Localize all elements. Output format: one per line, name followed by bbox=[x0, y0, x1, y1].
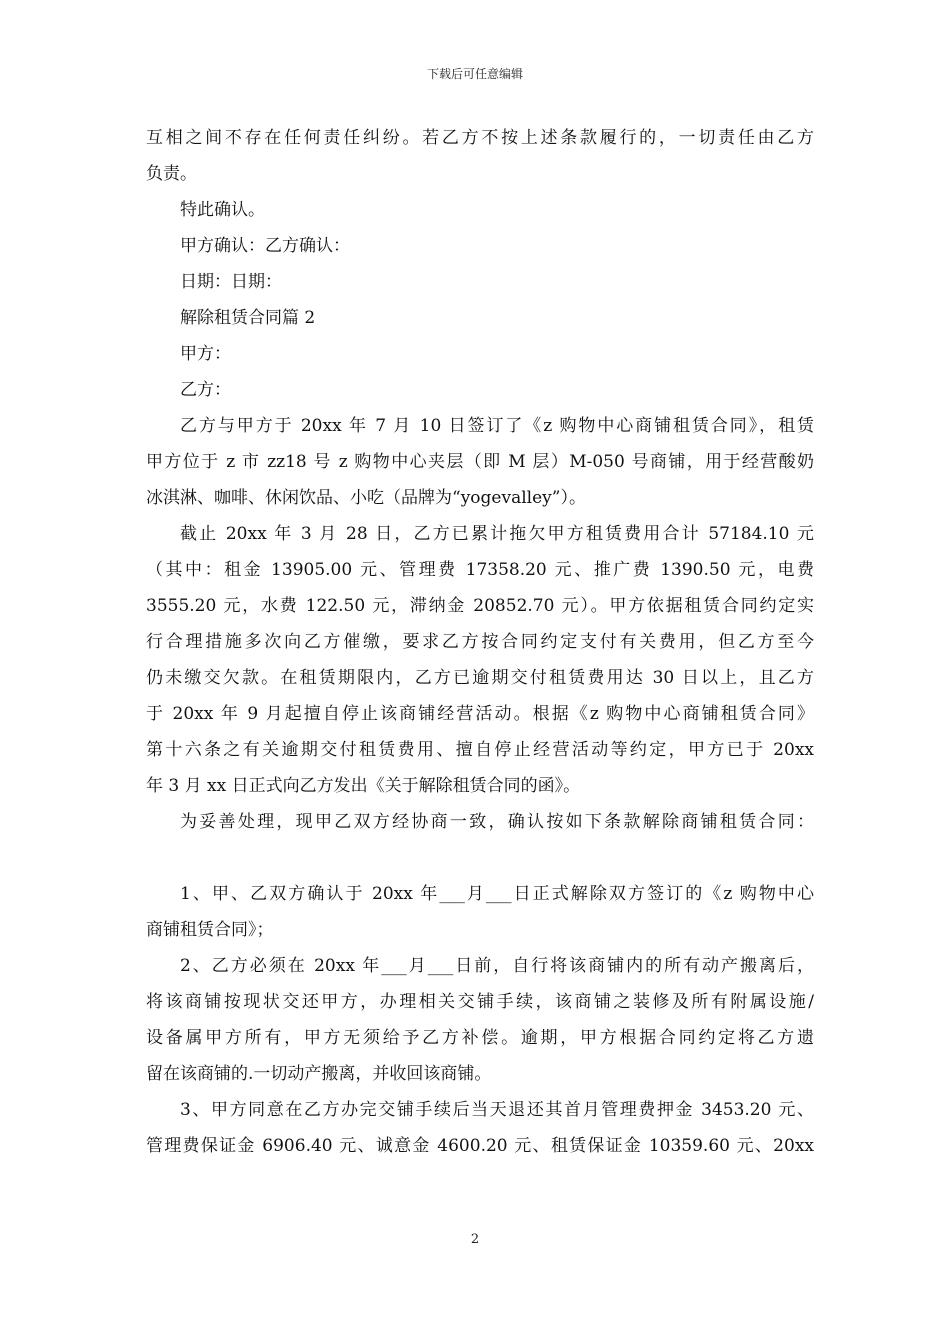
text-line: 解除租赁合同篇 2 bbox=[180, 308, 316, 328]
text-line: 留在该商铺的.一切动产搬离，并收回该商铺。 bbox=[146, 1064, 492, 1084]
text-line: 互相之间不存在任何责任纠纷。若乙方不按上述条款履行的，一切责任由乙方 bbox=[146, 128, 814, 148]
text-line: 乙方与甲方于 20xx 年 7 月 10 日签订了《z 购物中心商铺租赁合同》，租赁 bbox=[180, 416, 814, 436]
text-line: 管理费保证金 6906.40 元、诚意金 4600.20 元、租赁保证金 10359.60 元、20xx bbox=[146, 1136, 814, 1156]
text-line: 2、乙方必须在 20xx 年___月___日前，自行将该商铺内的所有动产搬离后， bbox=[180, 956, 814, 976]
text-line: 第十六条之有关逾期交付租赁费用、擅自停止经营活动等约定，甲方已于 20xx bbox=[146, 740, 814, 760]
text-line: 于 20xx 年 9 月起擅自停止该商铺经营活动。根据《z 购物中心商铺租赁合同》 bbox=[146, 704, 814, 724]
text-line: 乙方： bbox=[180, 380, 231, 400]
text-line: 甲方位于 z 市 zz18 号 z 购物中心夹层（即 M 层）M-050 号商铺，用于经营酸奶 bbox=[146, 452, 814, 472]
document-body bbox=[146, 120, 814, 1164]
text-line: 特此确认。 bbox=[180, 200, 265, 220]
text-line: 行合理措施多次向乙方催缴，要求乙方按合同约定支付有关费用，但乙方至今 bbox=[146, 632, 814, 652]
page-number: 2 bbox=[470, 1232, 480, 1247]
text-line: 负责。 bbox=[146, 164, 197, 184]
text-line: 仍未缴交欠款。在租赁期限内，乙方已逾期交付租赁费用达 30 日以上，且乙方 bbox=[146, 668, 814, 688]
text-line: （其中：租金 13905.00 元、管理费 17358.20 元、推广费 1390.50 元，电费 bbox=[146, 560, 814, 580]
text-line: 甲方确认：乙方确认： bbox=[180, 236, 350, 256]
text-line: 冰淇淋、咖啡、休闲饮品、小吃（品牌为“yogevalley”）。 bbox=[146, 488, 586, 508]
text-line: 日期：日期： bbox=[180, 272, 282, 292]
page-header: 下载后可任意编辑 bbox=[426, 67, 523, 81]
text-line: 3、甲方同意在乙方办完交铺手续后当天退还其首月管理费押金 3453.20 元、 bbox=[180, 1100, 814, 1120]
text-line: 为妥善处理，现甲乙双方经协商一致，确认按如下条款解除商铺租赁合同： bbox=[180, 812, 814, 832]
text-line: 将该商铺按现状交还甲方，办理相关交铺手续，该商铺之装修及所有附属设施/ bbox=[146, 992, 814, 1012]
text-line: 年 3 月 xx 日正式向乙方发出《关于解除租赁合同的函》。 bbox=[146, 776, 581, 796]
text-line: 商铺租赁合同》； bbox=[146, 920, 274, 940]
blank-line bbox=[146, 840, 814, 876]
text-line: 3555.20 元，水费 122.50 元，滞纳金 20852.70 元）。甲方依据租赁合同约定实 bbox=[146, 596, 814, 616]
text-line: 设备属甲方所有，甲方无须给予乙方补偿。逾期，甲方根据合同约定将乙方遗 bbox=[146, 1028, 814, 1048]
text-line: 截止 20xx 年 3 月 28 日，乙方已累计拖欠甲方租赁费用合计 57184.10 元 bbox=[180, 524, 814, 544]
text-line: 1、甲、乙双方确认于 20xx 年___月___日正式解除双方签订的《z 购物中心 bbox=[180, 884, 814, 904]
text-line: 甲方： bbox=[180, 344, 231, 364]
